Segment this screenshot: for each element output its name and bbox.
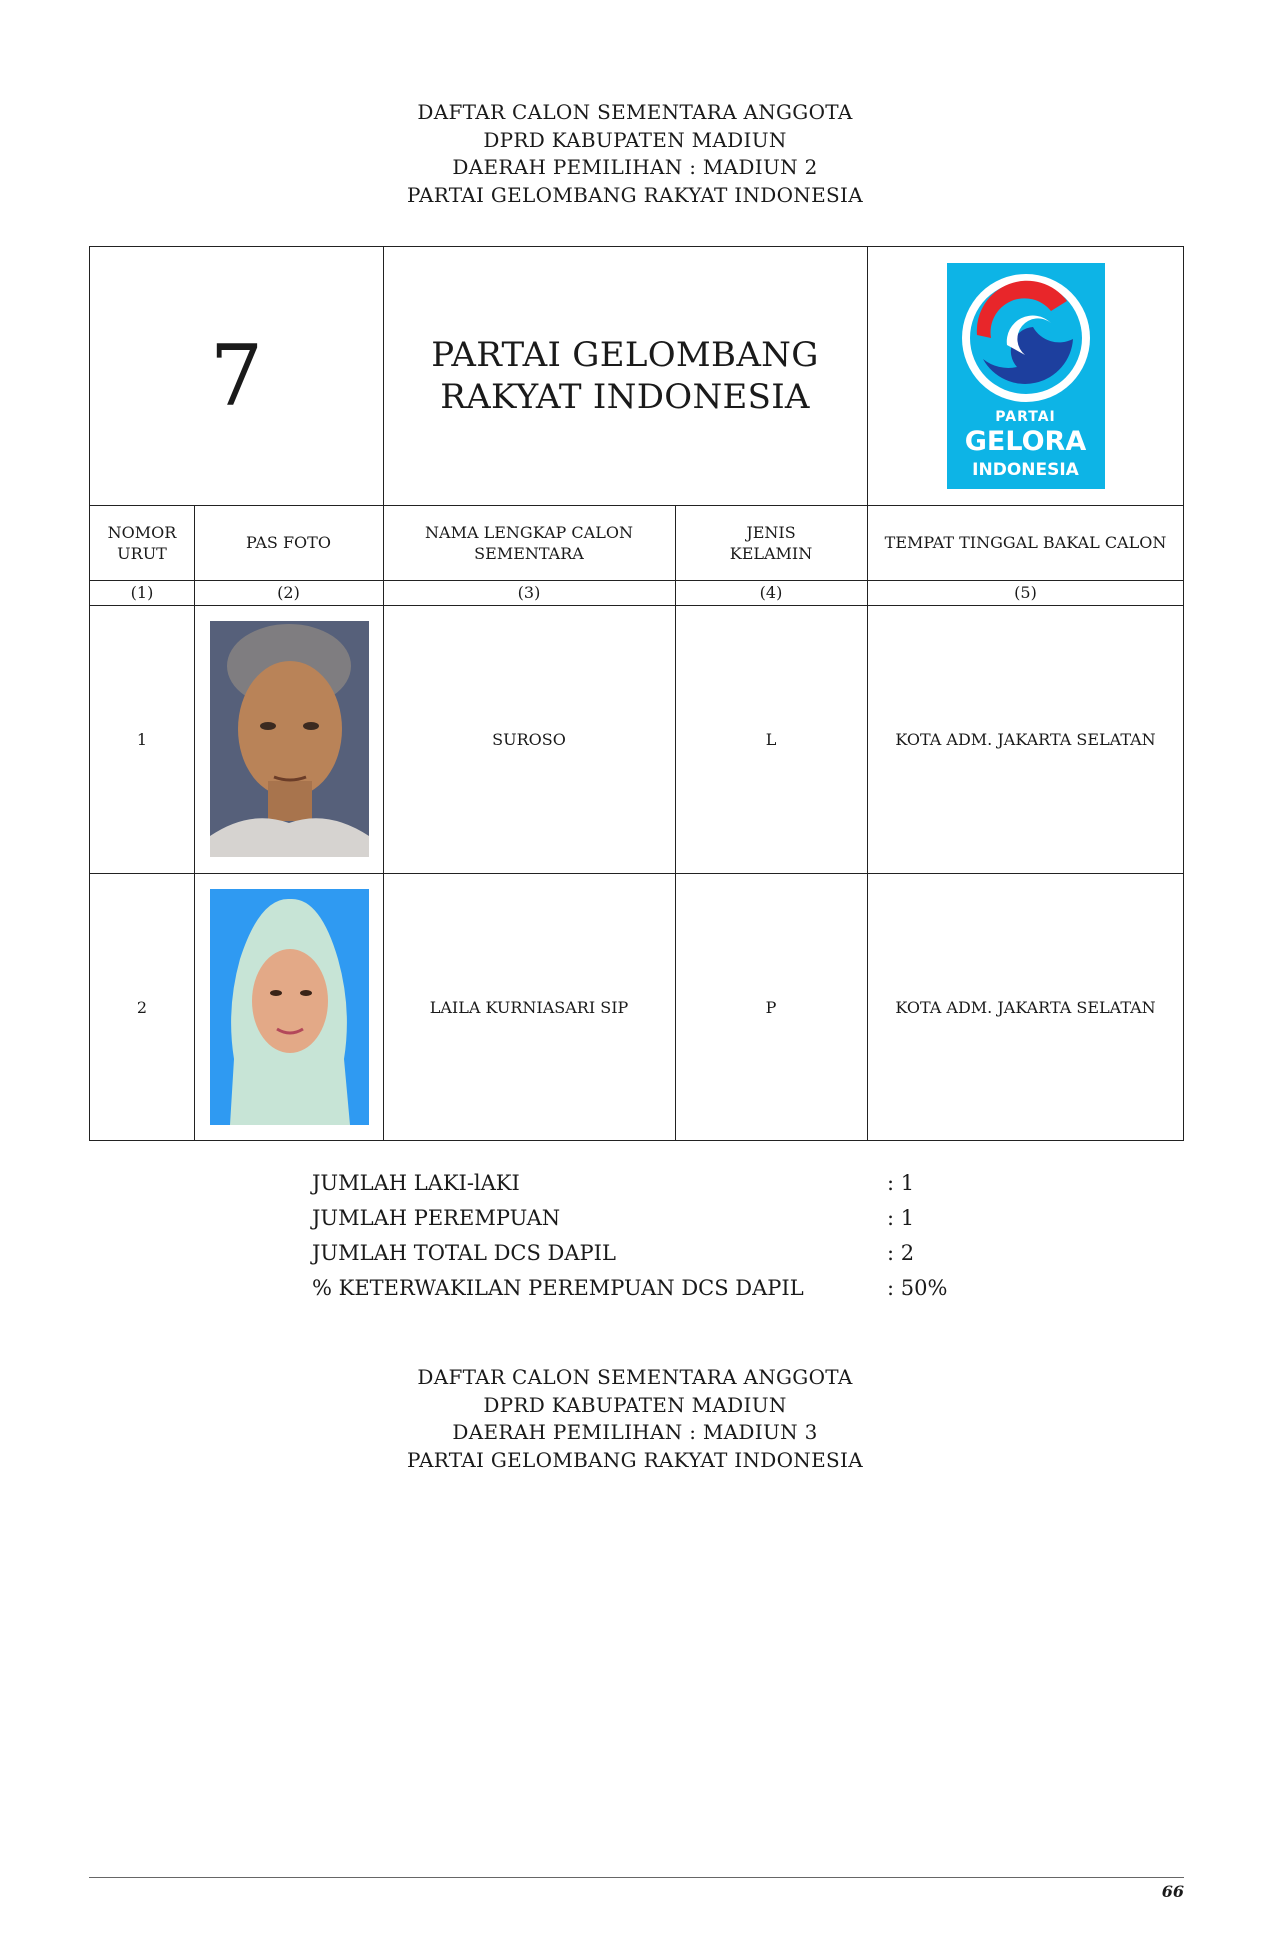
female-hijab-portrait-icon [210, 889, 369, 1125]
summary-row [312, 1166, 1012, 1201]
party-name-line-2: RAKYAT INDONESIA [440, 377, 810, 417]
gelora-wave-icon [947, 263, 1105, 413]
col-header-pas-foto: PAS FOTO [246, 533, 331, 552]
header-line-2: DPRD KABUPATEN MADIUN [483, 127, 787, 152]
party-number: 7 [209, 327, 264, 425]
party-logo-cell [867, 247, 1184, 505]
col-header-text: KELAMIN [729, 543, 813, 563]
header-line-4: PARTAI GELOMBANG RAKYAT INDONESIA [407, 1447, 863, 1472]
next-section-header [0, 1364, 1270, 1474]
header-line-1: DAFTAR CALON SEMENTARA ANGGOTA [417, 100, 853, 124]
summary-label: JUMLAH LAKI-lAKI [312, 1171, 520, 1195]
summary-block [312, 1166, 1012, 1306]
header-line-3: DAERAH PEMILIHAN : MADIUN 2 [452, 155, 818, 179]
summary-label: % KETERWAKILAN PEREMPUAN DCS DAPIL [312, 1276, 804, 1300]
candidate-photo-female [210, 889, 369, 1125]
summary-label: JUMLAH TOTAL DCS DAPIL [312, 1241, 616, 1265]
header-line-4: PARTAI GELOMBANG RAKYAT INDONESIA [407, 182, 863, 207]
col-number: (5) [1014, 583, 1037, 602]
row-2-gender: P [765, 997, 777, 1017]
col-number: (4) [759, 583, 783, 602]
row-1-name: SUROSO [492, 729, 566, 749]
col-number: (1) [130, 583, 154, 602]
col-header-text: SEMENTARA [474, 543, 584, 563]
row-1-residence: KOTA ADM. JAKARTA SELATAN [895, 729, 1156, 749]
header-line-1: DAFTAR CALON SEMENTARA ANGGOTA [417, 1365, 853, 1389]
candidate-photo-male [210, 621, 369, 857]
logo-text-partai: PARTAI [995, 409, 1056, 425]
col-header-nomor-urut [90, 505, 194, 580]
row-2-residence: KOTA ADM. JAKARTA SELATAN [895, 997, 1156, 1017]
summary-row [312, 1236, 1012, 1271]
col-header-text: URUT [117, 543, 167, 563]
row-1-number: 1 [136, 729, 148, 749]
row-2-number: 2 [136, 997, 148, 1017]
col-header-jenis-kelamin [675, 505, 867, 580]
logo-text-gelora: GELORA [964, 426, 1087, 457]
col-header-tempat-tinggal: TEMPAT TINGGAL BAKAL CALON [884, 533, 1167, 552]
page-number: 66 [1161, 1882, 1184, 1901]
col-header-text: NOMOR [107, 522, 177, 542]
party-name-line-1: PARTAI GELOMBANG [431, 335, 819, 375]
summary-value: : 1 [887, 1171, 915, 1195]
footer-divider [89, 1877, 1184, 1878]
male-portrait-icon [210, 621, 369, 857]
summary-row [312, 1271, 1012, 1306]
header-line-2: DPRD KABUPATEN MADIUN [483, 1392, 787, 1417]
col-number: (2) [277, 583, 300, 602]
document-header [0, 99, 1270, 209]
summary-value: : 2 [887, 1241, 915, 1265]
col-header-text: NAMA LENGKAP CALON [425, 522, 633, 542]
summary-label: JUMLAH PEREMPUAN [312, 1206, 561, 1230]
summary-value: : 50% [887, 1276, 948, 1300]
row-2-name: LAILA KURNIASARI SIP [429, 997, 629, 1017]
row-1-gender: L [765, 729, 777, 749]
header-line-3: DAERAH PEMILIHAN : MADIUN 3 [452, 1420, 818, 1444]
party-name [383, 247, 867, 505]
summary-value: : 1 [887, 1206, 915, 1230]
col-header-nama [383, 505, 675, 580]
logo-text-indonesia: INDONESIA [972, 460, 1079, 480]
candidate-table [89, 246, 1184, 1141]
col-number: (3) [517, 583, 541, 602]
party-logo [947, 263, 1105, 489]
summary-row [312, 1201, 1012, 1236]
col-header-text: JENIS [746, 522, 796, 542]
